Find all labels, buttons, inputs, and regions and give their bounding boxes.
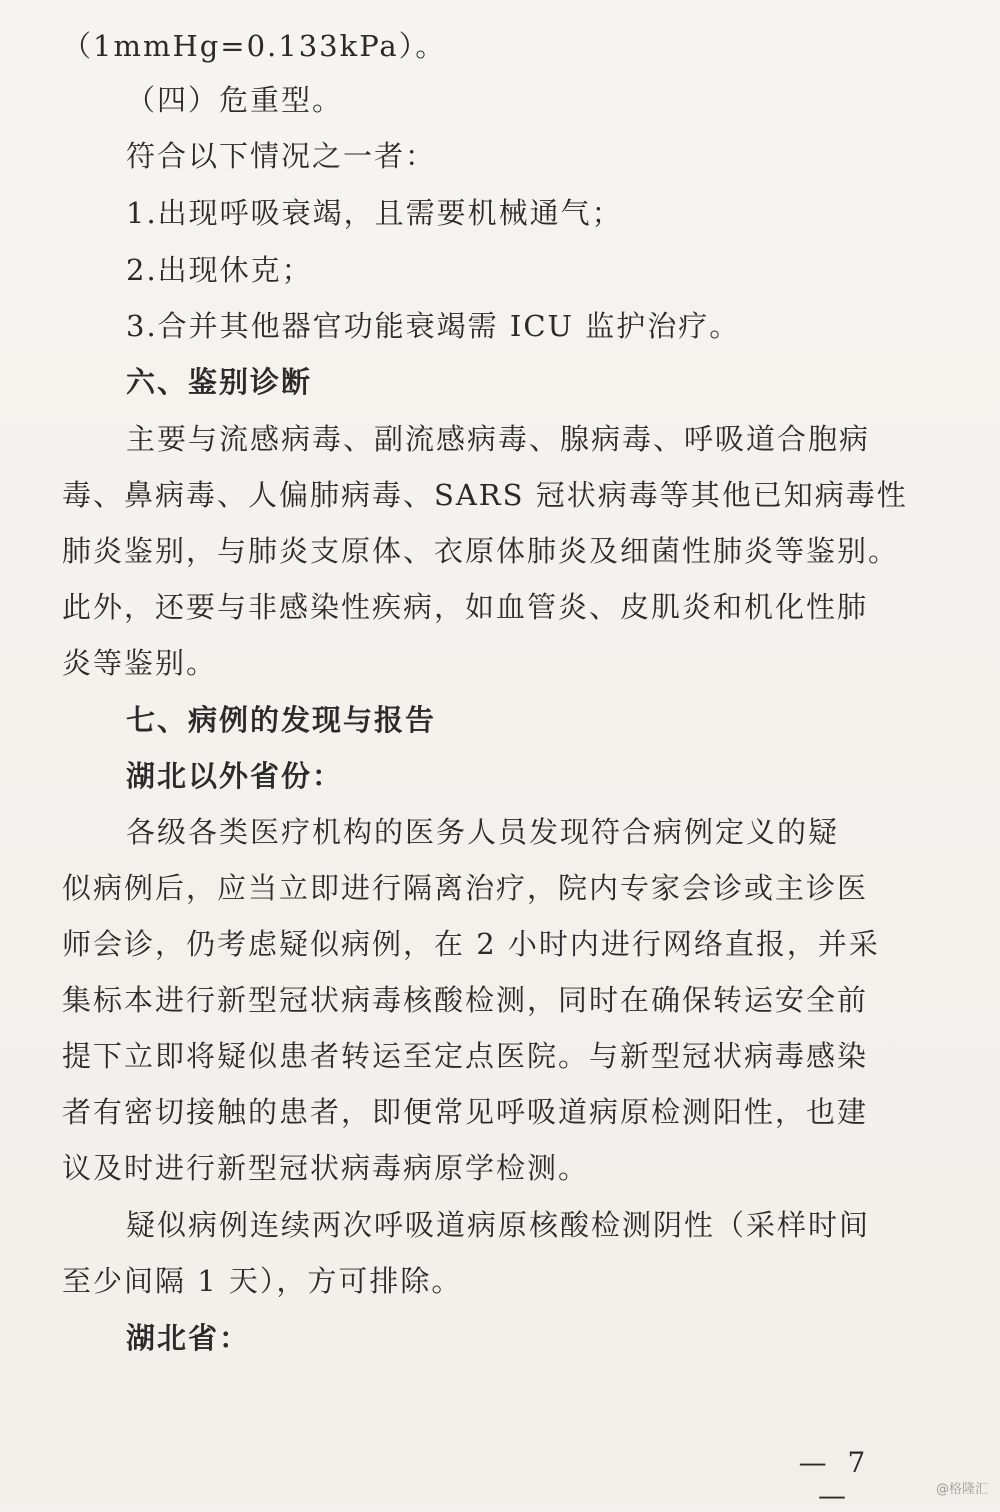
text-line: 似病例后，应当立即进行隔离治疗，院内专家会诊或主诊医 xyxy=(62,871,869,905)
text-line: （1mmHg=0.133kPa）。 xyxy=(62,29,447,63)
text-line: 至少间隔 1 天），方可排除。 xyxy=(62,1264,463,1298)
list-item: 3.合并其他器官功能衰竭需 ICU 监护治疗。 xyxy=(126,309,741,343)
text-line: 疑似病例连续两次呼吸道病原核酸检测阴性（采样时间 xyxy=(126,1208,871,1242)
subheading-hubei: 湖北省： xyxy=(126,1321,251,1355)
text-line: 师会诊，仍考虑疑似病例，在 2 小时内进行网络直报，并采 xyxy=(62,927,880,961)
text-line: 符合以下情况之一者： xyxy=(126,139,437,173)
subheading-outside-hubei: 湖北以外省份： xyxy=(126,759,344,793)
list-item: 1.出现呼吸衰竭，且需要机械通气； xyxy=(126,196,623,230)
section-heading-case-reporting: 七、病例的发现与报告 xyxy=(126,703,437,737)
text-line: 提下立即将疑似患者转运至定点医院。与新型冠状病毒感染 xyxy=(62,1039,869,1073)
list-item: 2.出现休克； xyxy=(126,253,313,287)
text-line: 集标本进行新型冠状病毒核酸检测，同时在确保转运安全前 xyxy=(62,983,869,1017)
watermark: @格隆汇 xyxy=(935,1482,988,1497)
section-heading-differential-diagnosis: 六、鉴别诊断 xyxy=(126,365,313,399)
text-line: 此外，还要与非感染性疾病，如血管炎、皮肌炎和机化性肺 xyxy=(62,590,869,624)
text-line: 主要与流感病毒、副流感病毒、腺病毒、呼吸道合胞病 xyxy=(126,422,871,456)
subheading-critical-type: （四）危重型。 xyxy=(126,83,344,117)
page-number: — 7 — xyxy=(798,1446,872,1512)
text-line: 议及时进行新型冠状病毒病原学检测。 xyxy=(62,1151,590,1185)
text-line: 者有密切接触的患者，即便常见呼吸道病原检测阳性，也建 xyxy=(62,1095,869,1129)
text-line: 各级各类医疗机构的医务人员发现符合病例定义的疑 xyxy=(126,815,840,849)
text-line: 肺炎鉴别，与肺炎支原体、衣原体肺炎及细菌性肺炎等鉴别。 xyxy=(62,534,900,568)
text-line: 炎等鉴别。 xyxy=(62,646,218,680)
text-line: 毒、鼻病毒、人偏肺病毒、SARS 冠状病毒等其他已知病毒性 xyxy=(62,478,908,512)
